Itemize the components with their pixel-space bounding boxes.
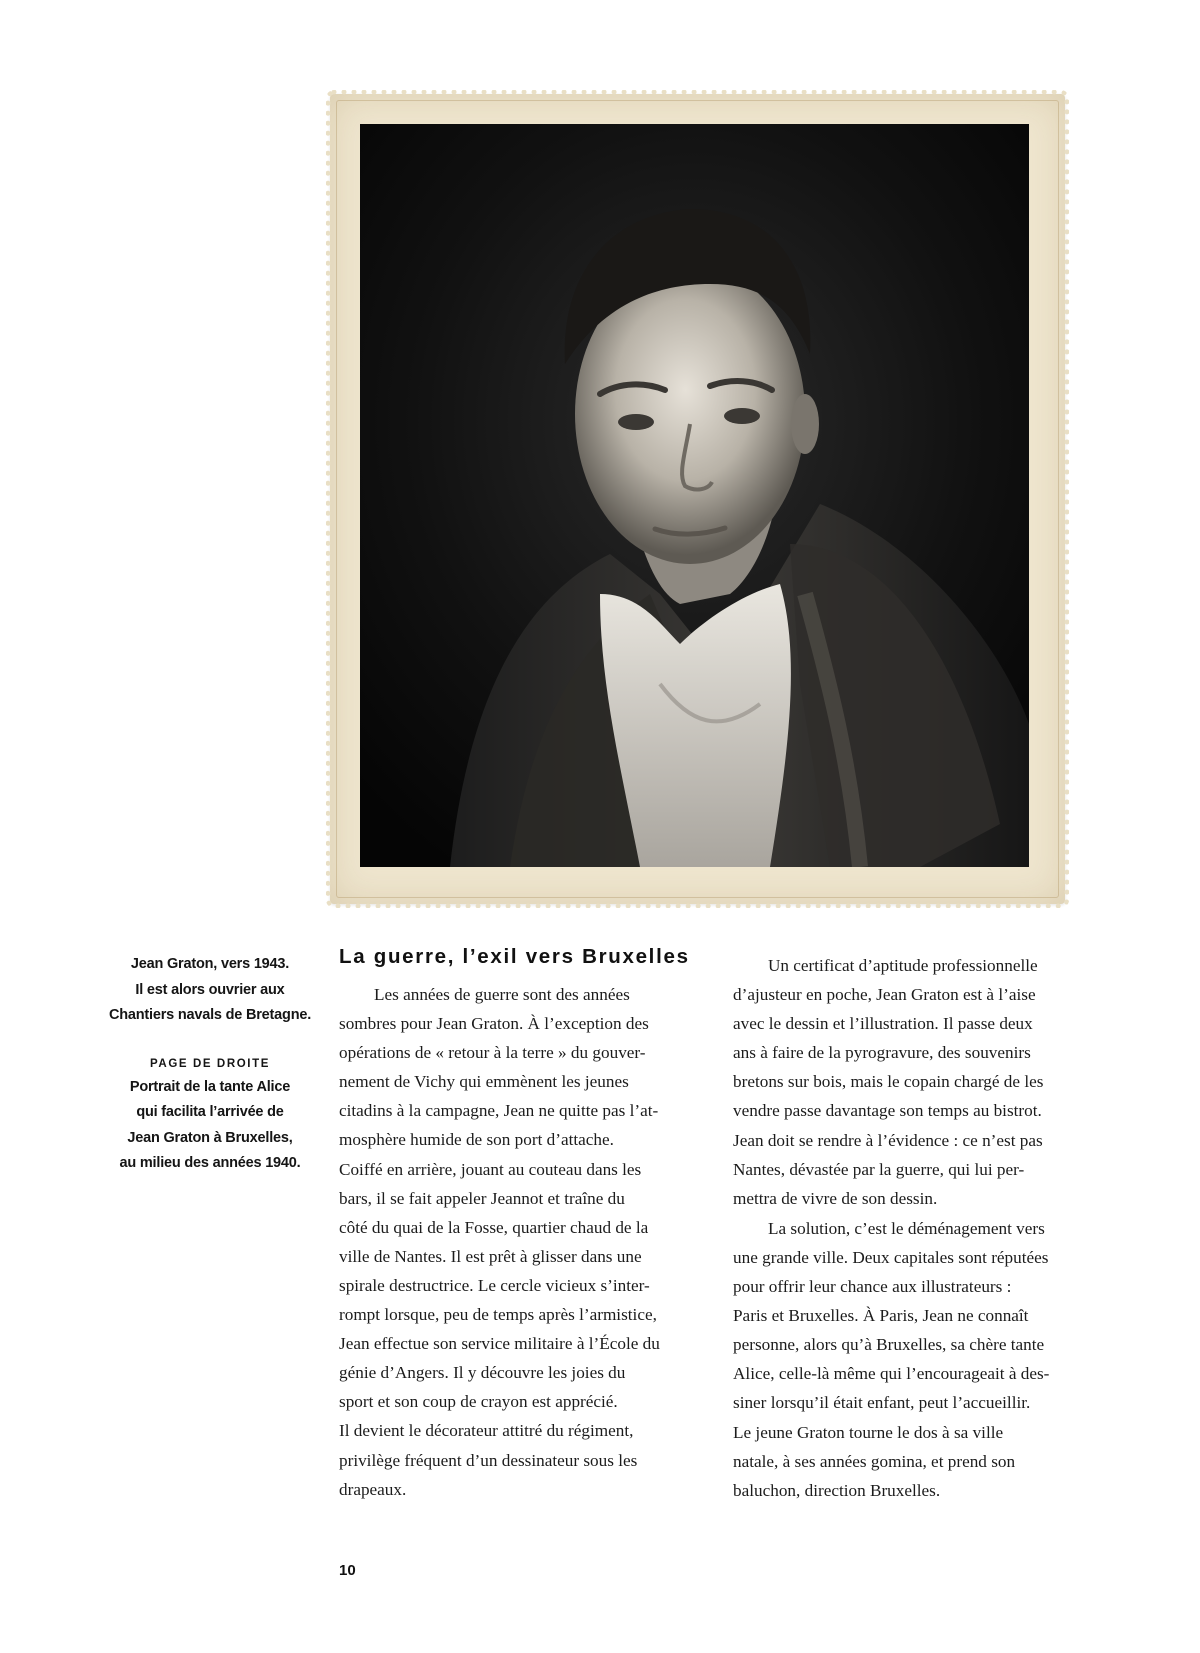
body-line: personne, alors qu’à Bruxelles, sa chère tante [733,1335,1045,1355]
body-line: génie d’Angers. Il y découvre les joies du [339,1363,626,1383]
body-line: Il devient le décorateur attitré du régiment, [339,1421,634,1441]
page-number: 10 [339,1562,356,1579]
body-line: spirale destructrice. Le cercle vicieux s’inter- [339,1275,650,1295]
body-line: d’ajusteur en poche, Jean Graton est à l’aise [733,985,1036,1005]
portrait-image [360,124,1029,867]
body-column-left [339,980,714,1504]
body-line: Les années de guerre sont des années [374,985,630,1004]
body-line: côté du quai de la Fosse, quartier chaud de la [339,1217,649,1237]
body-line: privilège fréquent d’un dessinateur sous les [339,1450,638,1470]
section-heading: La guerre, l’exil vers Bruxelles [339,945,690,968]
body-line: La solution, c’est le déménagement vers [768,1218,1045,1238]
body-line: Alice, celle-là même qui l’encourageait à des- [733,1364,1050,1384]
body-line: Coiffé en arrière, jouant au couteau dans les [339,1159,642,1179]
body-line: opérations de « retour à la terre » du gouver- [339,1043,646,1063]
caption-line: Chantiers navals de Bretagne. [108,1007,312,1023]
body-line: bretons sur bois, mais le copain chargé de les [733,1072,1044,1092]
caption-line: Jean Graton, vers 1943. [130,956,290,972]
body-line: baluchon, direction Bruxelles. [733,1480,941,1500]
body-line: Nantes, dévastée par la guerre, qui lui per- [733,1159,1025,1179]
body-line: pour offrir leur chance aux illustrateurs : [733,1277,1012,1297]
caption-line: qui facilita l’arrivée de [136,1104,284,1120]
body-line: sombres pour Jean Graton. À l’exception des [339,1014,649,1034]
body-column-right [733,951,1108,1505]
body-line: ville de Nantes. Il est prêt à glisser dans une [339,1246,642,1266]
body-line: rompt lorsque, peu de temps après l’armistice, [339,1305,657,1325]
body-line: ans à faire de la pyrogravure, des souvenirs [733,1043,1031,1063]
body-line: drapeaux. [339,1479,407,1499]
body-line: Paris et Bruxelles. À Paris, Jean ne connaît [733,1306,1029,1326]
body-line: Le jeune Graton tourne le dos à sa ville [733,1422,1004,1442]
body-line: une grande ville. Deux capitales sont réputées [733,1247,1049,1267]
photo-caption [108,952,312,1177]
body-line: citadins à la campagne, Jean ne quitte pas l’at- [339,1101,659,1121]
body-line: Un certificat d’aptitude professionnelle [768,956,1038,975]
body-line: bars, il se fait appeler Jeannot et traîne du [339,1188,625,1208]
body-line: vendre passe davantage son temps au bistrot. [733,1101,1042,1121]
body-line: siner lorsqu’il était enfant, peut l’accueillir. [733,1393,1031,1413]
body-line: Jean doit se rendre à l’évidence : ce n’est pas [733,1130,1043,1150]
caption-line: Il est alors ouvrier aux [135,981,285,998]
body-line: mosphère humide de son port d’attache. [339,1130,614,1150]
caption-kicker: PAGE DE DROITE [150,1057,270,1070]
body-line: avec le dessin et l’illustration. Il passe deux [733,1014,1033,1034]
portrait-photo [360,124,1029,867]
body-line: sport et son coup de crayon est apprécié. [339,1392,618,1412]
body-line: mettra de vivre de son dessin. [733,1188,938,1208]
body-line: natale, à ses années gomina, et prend son [733,1451,1016,1471]
body-line: Jean effectue son service militaire à l’École du [339,1334,660,1354]
photo-print-frame [330,94,1065,904]
caption-line: Portrait de la tante Alice [129,1078,291,1095]
caption-line: au milieu des années 1940. [119,1155,301,1171]
caption-line: Jean Graton à Bruxelles, [127,1129,293,1146]
body-line: nement de Vichy qui emmènent les jeunes [339,1072,629,1092]
